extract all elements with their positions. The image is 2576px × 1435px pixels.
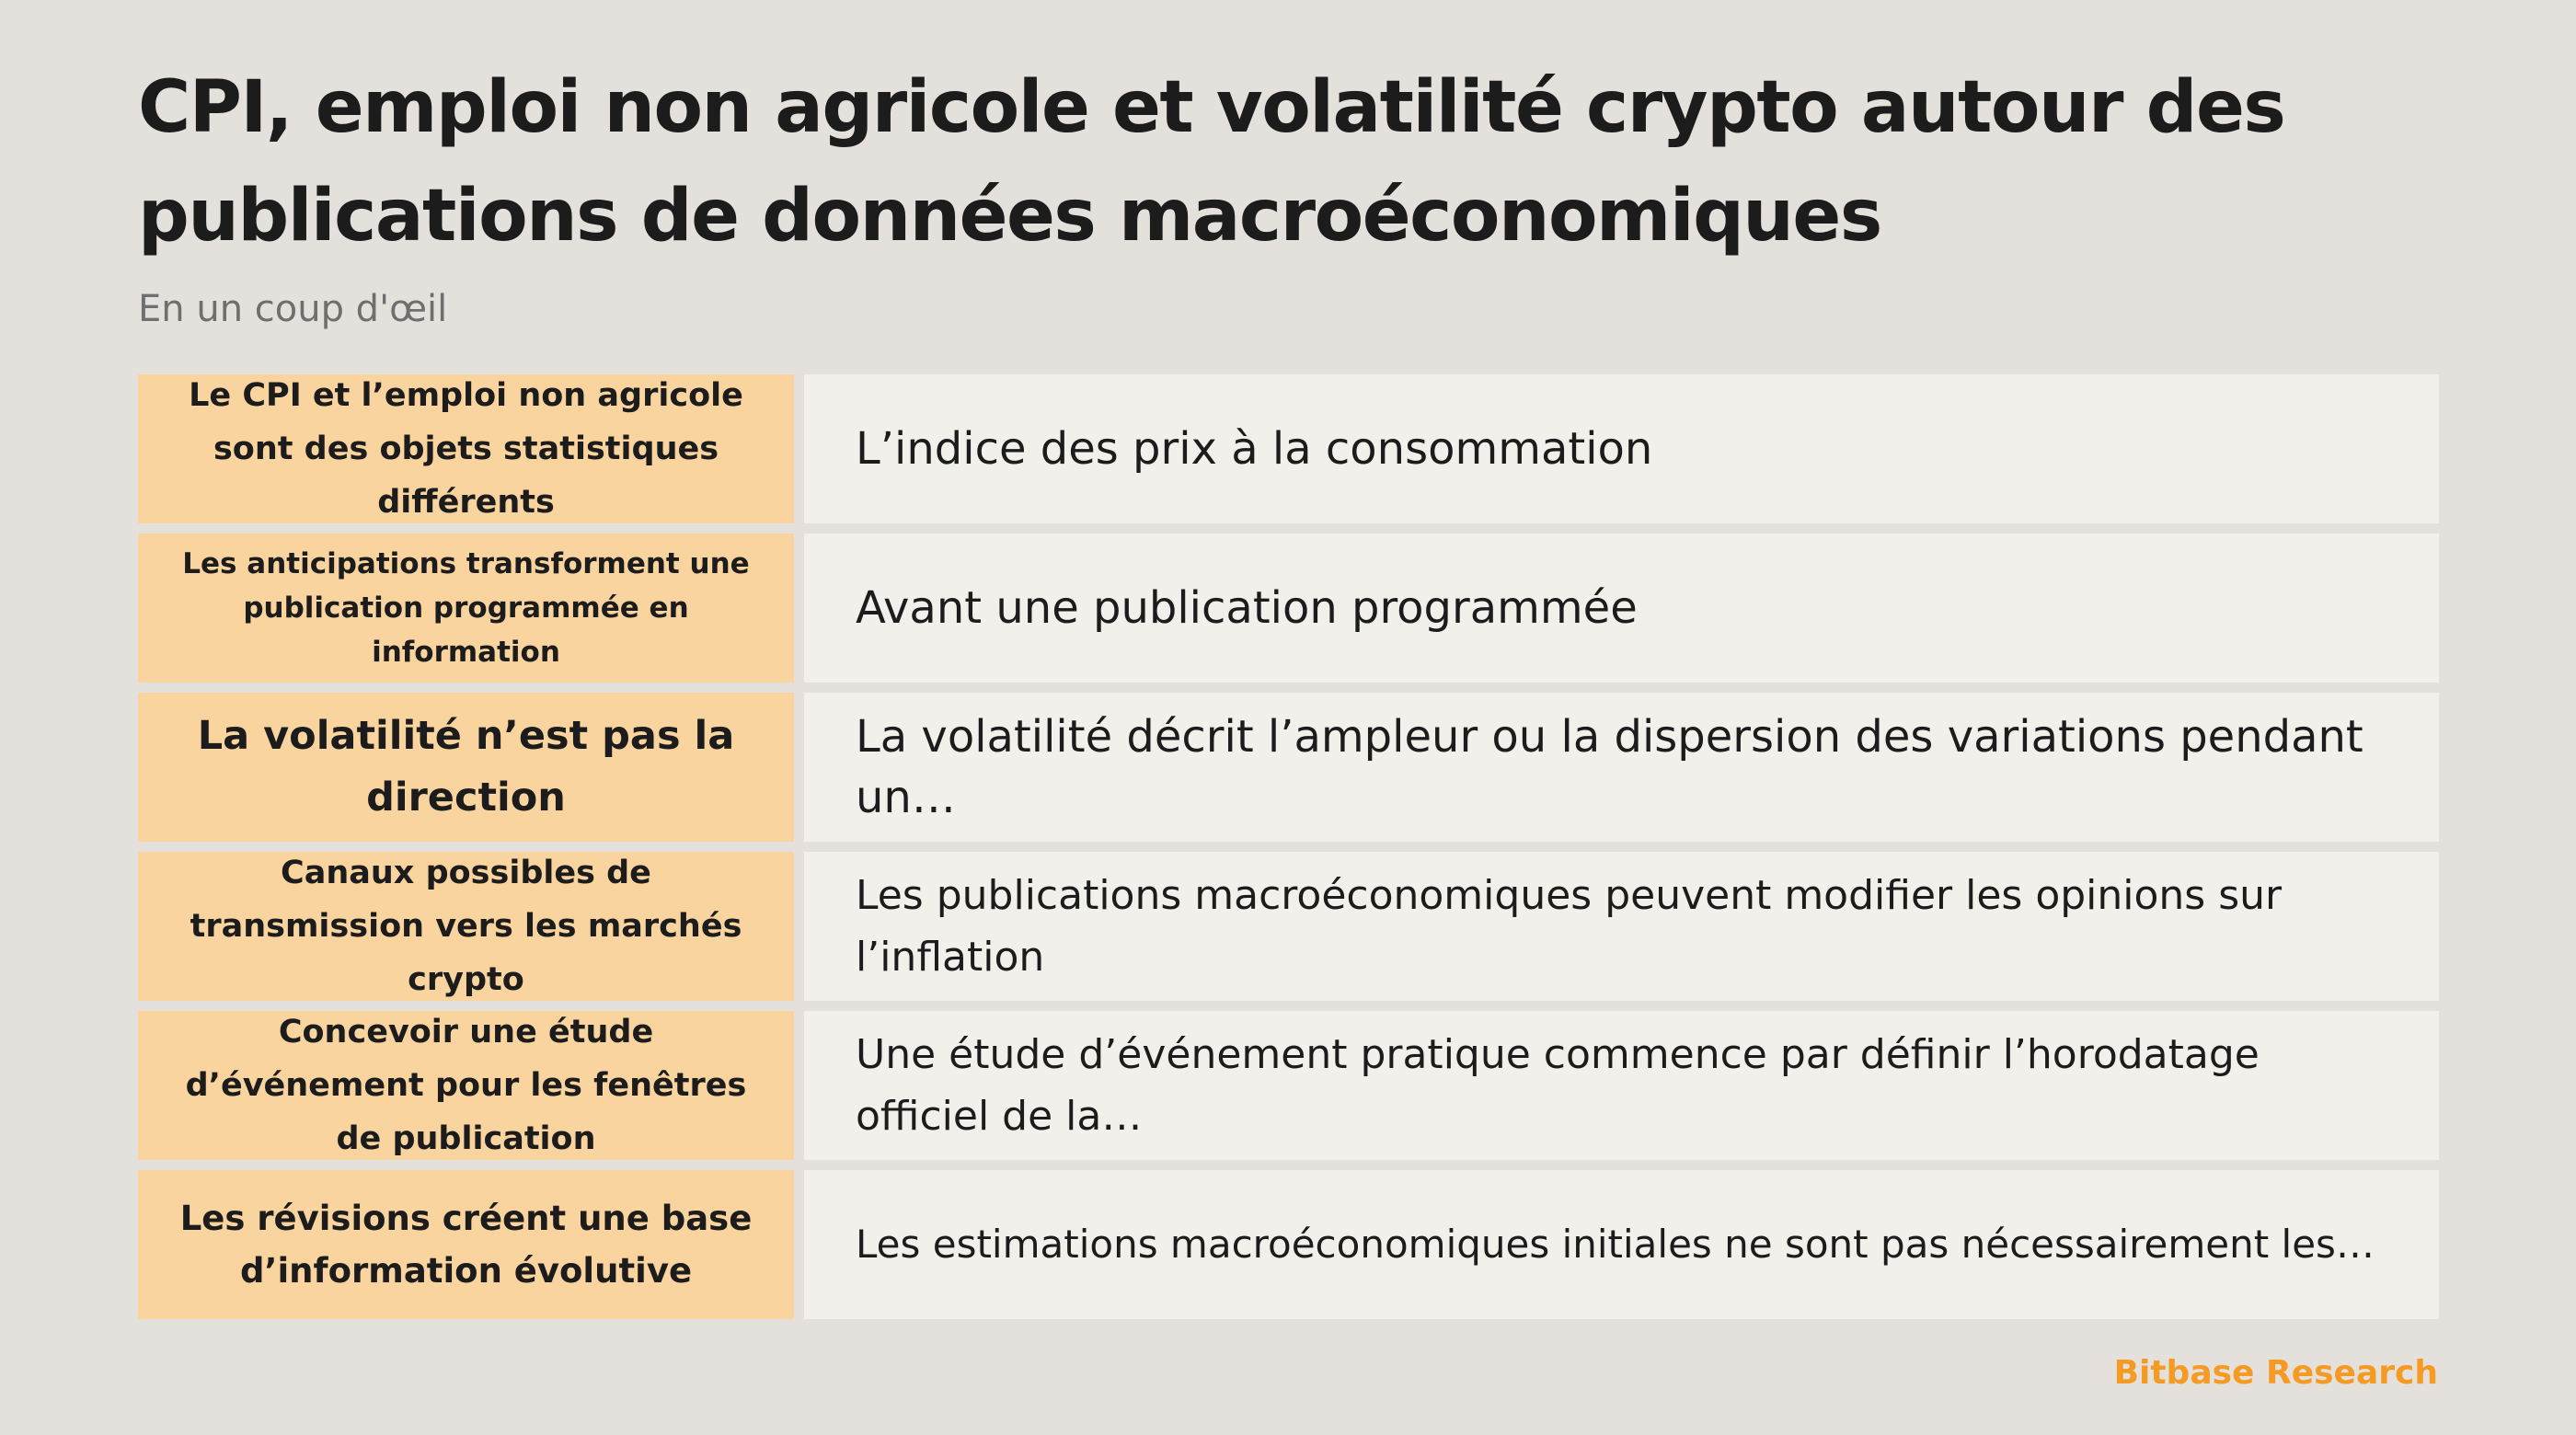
table-row <box>138 1011 2439 1160</box>
page-title: CPI, emploi non agricole et volatilité crypto autour des publications de données macroéconomiques <box>138 66 2285 258</box>
row-description <box>804 693 2439 842</box>
row-label <box>138 1170 794 1319</box>
row-description-text: Les publications macroéconomiques peuvent modifier les opinions sur l’inflation <box>856 872 2283 981</box>
page-subtitle: En un coup d'œil <box>138 288 448 330</box>
row-description-text: L’indice des prix à la consommation <box>856 423 1653 475</box>
table-row <box>138 852 2439 1001</box>
row-label-text: Les anticipations transforment une publication programmée en information <box>182 547 750 669</box>
table-row <box>138 374 2439 523</box>
row-description-text: Avant une publication programmée <box>856 582 1638 634</box>
row-label-text: Les révisions créent une base d’information évolutive <box>179 1199 753 1291</box>
row-description <box>804 534 2439 683</box>
row-label-text: Canaux possibles de transmission vers les marchés crypto <box>190 855 742 998</box>
table-row <box>138 1170 2439 1319</box>
row-description-text: Une étude d’événement pratique commence par définir l’horodatage officiel de la… <box>856 1031 2260 1140</box>
row-description <box>804 852 2439 1001</box>
brand-footer: Bitbase Research <box>2113 1354 2438 1392</box>
row-description <box>804 1011 2439 1160</box>
row-label <box>138 693 794 842</box>
row-label <box>138 374 794 523</box>
row-description-text: Les estimations macroéconomiques initiales ne sont pas nécessairement les… <box>856 1222 2375 1267</box>
table-row <box>138 693 2439 842</box>
row-label-text: La volatilité n’est pas la direction <box>197 713 735 821</box>
row-description <box>804 374 2439 523</box>
row-label <box>138 534 794 683</box>
row-description-text: La volatilité décrit l’ampleur ou la dispersion des variations pendant un… <box>856 711 2363 823</box>
row-label <box>138 852 794 1001</box>
row-description <box>804 1170 2439 1319</box>
row-label <box>138 1011 794 1160</box>
row-label-text: Le CPI et l’emploi non agricole sont des objets statistiques différents <box>189 377 743 521</box>
summary-table <box>138 374 2439 1319</box>
row-label-text: Concevoir une étude d’événement pour les fenêtres de publication <box>185 1014 747 1157</box>
table-row <box>138 534 2439 683</box>
